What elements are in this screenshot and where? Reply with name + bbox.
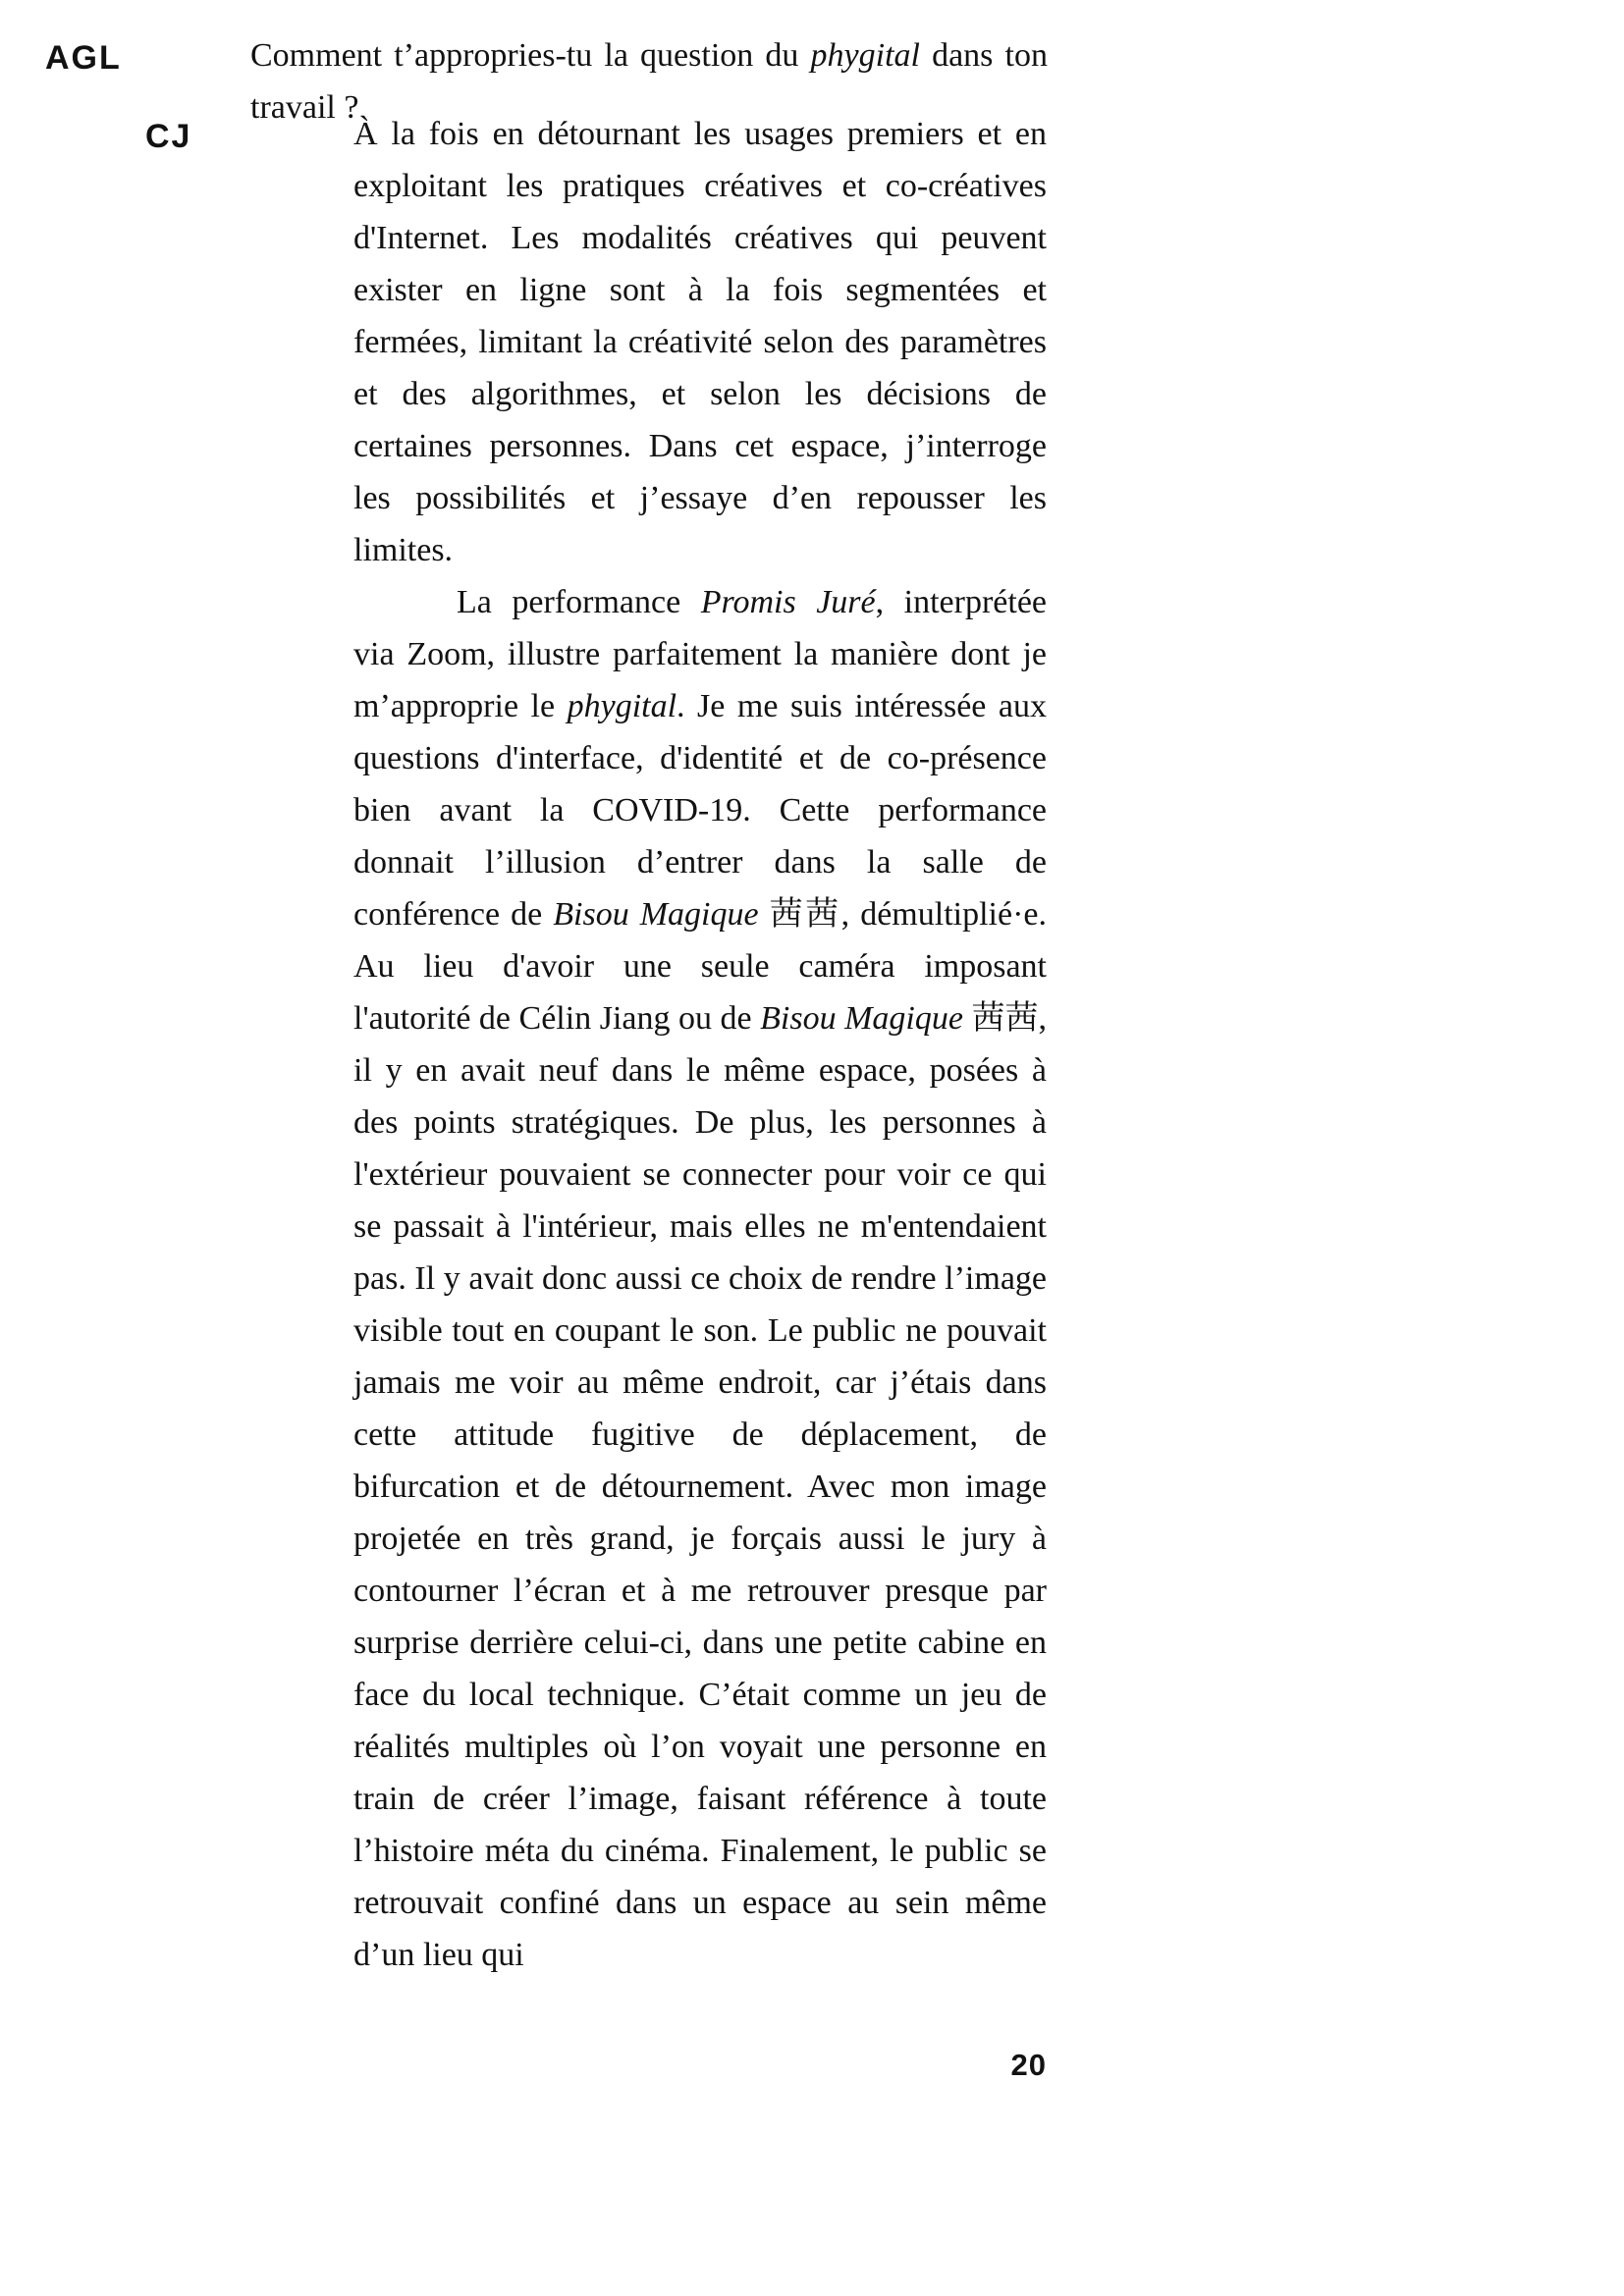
page-number: 20: [1010, 2048, 1047, 2082]
answer-paragraph-1: À la fois en détournant les usages premiers et en exploitant les pratiques créatives et co-créatives d'Internet. Les modalités créatives qui peuvent exister en ligne sont à la fois segmentées et fermées, limitant la créativité selon des paramètres et des algorithmes, et selon les décisions de certaines personnes. Dans cet espace, j’interroge les possibilités et j’essaye d’en repousser les limites.: [353, 116, 1047, 568]
speaker-label-agl: AGL: [45, 39, 122, 77]
answer-text: [353, 108, 1047, 1981]
speaker-label-cj: CJ: [145, 118, 192, 155]
answer-paragraph-2: La performance Promis Juré, interprétée via Zoom, illustre parfaitement la manière dont je m’approprie le phygital. Je me suis intéressée aux questions d'interface, d'identité et de co-présence bien avant la COVID-19. Cette performance donnait l’illusion d’entrer dans la salle de conférence de Bisou Magique 茜茜, démultiplié·e. Au lieu d'avoir une seule caméra imposant l'autorité de Célin Jiang ou de Bisou Magique 茜茜, il y en avait neuf dans le même espace, posées à des points stratégiques. De plus, les personnes à l'extérieur pouvaient se connecter pour voir ce qui se passait à l'intérieur, mais elles ne m'entendaient pas. Il y avait donc aussi ce choix de rendre l’image visible tout en coupant le son. Le public ne pouvait jamais me voir au même endroit, car j’étais dans cette attitude fugitive de déplacement, de bifurcation et de détournement. Avec mon image projetée en très grand, je forçais aussi le jury à contourner l’écran et à me retrouver presque par surprise derrière celui-ci, dans une petite cabine en face du local technique. C’était comme un jeu de réalités multiples où l’on voyait une personne en train de créer l’image, faisant référence à toute l’histoire méta du cinéma. Finalement, le public se retrouvait confiné dans un espace au sein même d’un lieu qui: [353, 584, 1048, 1973]
question-text: Comment t’appropries-tu la question du phygital dans ton travail ?: [250, 37, 1048, 126]
